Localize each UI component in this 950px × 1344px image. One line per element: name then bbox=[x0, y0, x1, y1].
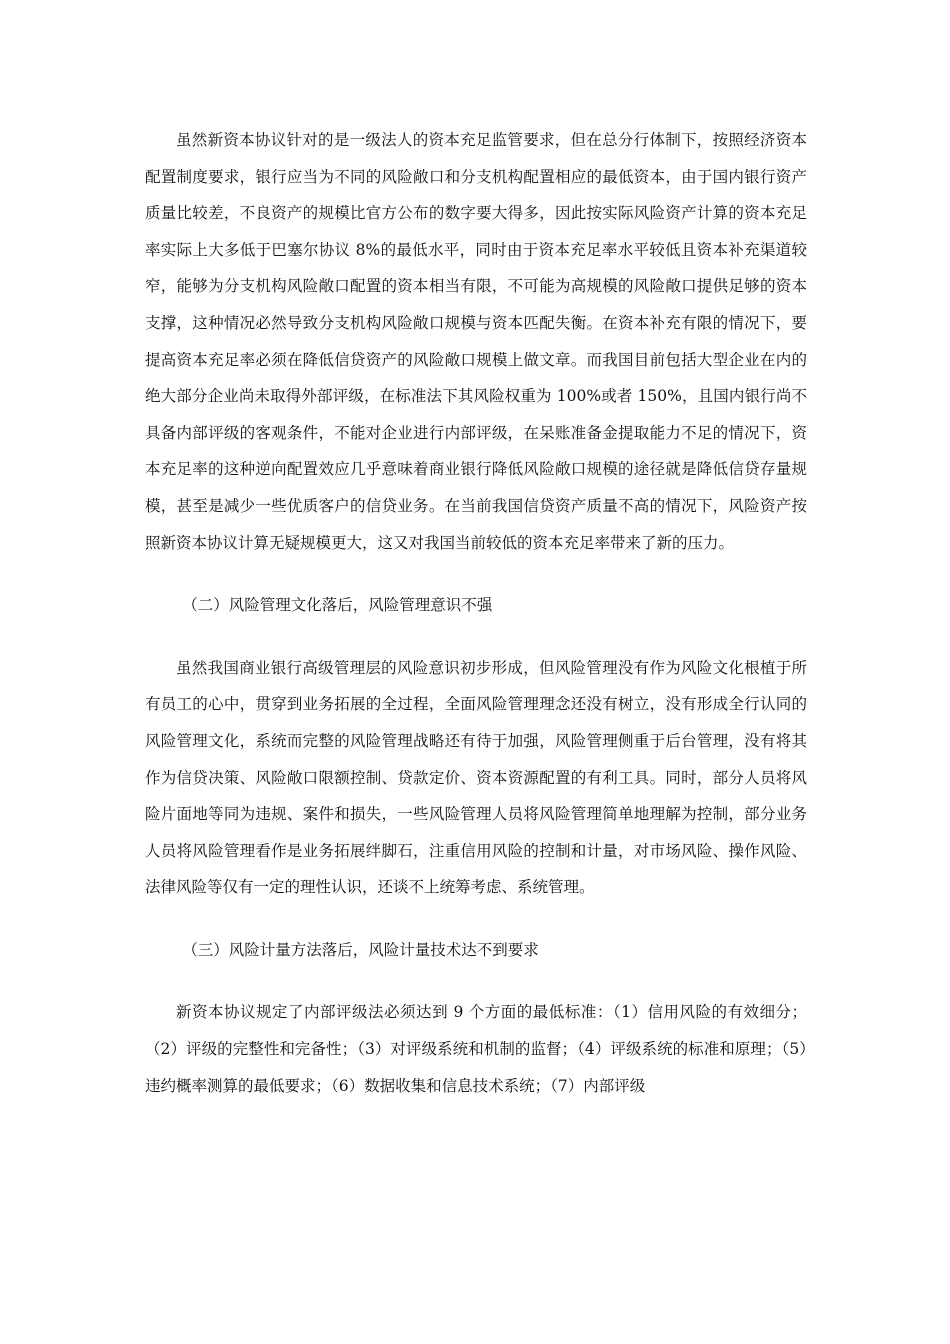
body-paragraph: 虽然新资本协议针对的是一级法人的资本充足监管要求，但在总分行体制下，按照经济资本配置制度要求，银行应当为不同的风险敞口和分支机构配置相应的最低资本，由于国内银行资产质量比较差，不良资产的规模比官方公布的数字要大得多，因此按实际风险资产计算的资本充足率实际上大多低于巴塞尔协议 8%的最低水平，同时由于资本充足率水平较低且资本补充渠道较窄，能够为分支机构风险敞口配置的资本相当有限，不可能为高规模的风险敞口提供足够的资本支撑，这种情况必然导致分支机构风险敞口规模与资本匹配失衡。在资本补充有限的情况下，要提高资本充足率必须在降低信贷资产的风险敞口规模上做文章。而我国目前包括大型企业在内的绝大部分企业尚未取得外部评级，在标准法下其风险权重为 100%或者 150%，且国内银行尚不具备内部评级的客观条件，不能对企业进行内部评级，在呆账准备金提取能力不足的情况下，资本充足率的这种逆向配置效应几乎意味着商业银行降低风险敞口规模的途径就是降低信贷存量规模，甚至是减少一些优质客户的信贷业务。在当前我国信贷资产质量不高的情况下，风险资产按照新资本协议计算无疑规模更大，这又对我国当前较低的资本充足率带来了新的压力。 bbox=[145, 131, 807, 552]
document-body bbox=[145, 122, 807, 1104]
body-paragraph: 新资本协议规定了内部评级法必须达到 9 个方面的最低标准：（1）信用风险的有效细分；（2）评级的完整性和完备性；（3）对评级系统和机制的监督；（4）评级系统的标准和原理；（5）违约概率测算的最低要求；（6）数据收集和信息技术系统；（7）内部评级 bbox=[145, 1003, 807, 1095]
paragraph-spacing bbox=[145, 906, 807, 932]
paragraph-spacing bbox=[145, 968, 807, 994]
paragraph-spacing bbox=[145, 561, 807, 587]
paragraph-spacing bbox=[145, 624, 807, 650]
section-heading: （二）风险管理文化落后，风险管理意识不强 bbox=[182, 596, 493, 615]
body-paragraph: 虽然我国商业银行高级管理层的风险意识初步形成，但风险管理没有作为风险文化根植于所有员工的心中，贯穿到业务拓展的全过程，全面风险管理理念还没有树立，没有形成全行认同的风险管理文化，系统而完整的风险管理战略还有待于加强，风险管理侧重于后台管理，没有将其作为信贷决策、风险敞口限额控制、贷款定价、资本资源配置的有利工具。同时，部分人员将风险片面地等同为违规、案件和损失，一些风险管理人员将风险管理简单地理解为控制，部分业务人员将风险管理看作是业务拓展绊脚石，注重信用风险的控制和计量，对市场风险、操作风险、法律风险等仅有一定的理性认识，还谈不上统筹考虑、系统管理。 bbox=[145, 658, 807, 897]
section-heading: （三）风险计量方法落后，风险计量技术达不到要求 bbox=[182, 940, 539, 959]
